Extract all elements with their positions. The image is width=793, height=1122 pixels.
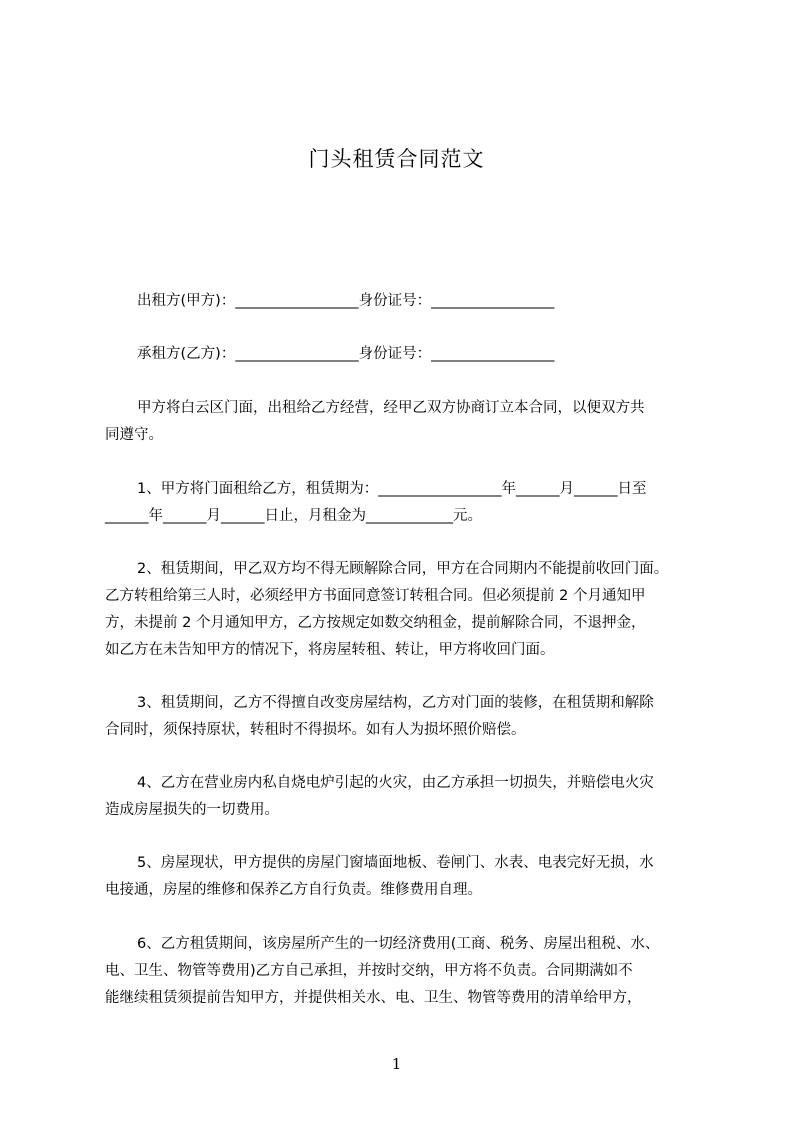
clause-5-line: 5、房屋现状，甲方提供的房屋门窗墙面地板、卷闸门、水表、电表完好无损，水 [137, 855, 654, 871]
clause-6-line: 能继续租赁须提前告知甲方，并提供相关水、电、卫生、物管等费用的清单给甲方， [105, 990, 642, 1006]
page-number: 1 [391, 1055, 402, 1073]
clause-2-line: 乙方转租给第三人时，必须经甲方书面同意签订转租合同。但必须提前 2 个月通知甲 [105, 588, 646, 604]
document-title: 门头租赁合同范文 [308, 147, 485, 171]
clause-1-line: 1、甲方将门面租给乙方，租赁期为：_________________年______月______日至 [137, 481, 647, 497]
clause-6-line: 6、乙方租赁期间，该房屋所产生的一切经济费用(工商、税务、房屋出租税、水、 [137, 936, 660, 952]
clause-4-line: 4、乙方在营业房内私自烧电炉引起的火灾，由乙方承担一切损失，并赔偿电火灾 [137, 775, 654, 791]
clause-5-line: 电接通，房屋的维修和保养乙方自行负责。维修费用自理。 [105, 882, 482, 898]
intro-line: 甲方将白云区门面，出租给乙方经营，经甲乙双方协商订立本合同，以便双方共 [137, 400, 645, 416]
clause-3-line: 合同时，须保持原状，转租时不得损坏。如有人为损坏照价赔偿。 [105, 722, 526, 738]
lessee-line: 承租方(乙方)：_________________身份证号：_________________ [137, 346, 555, 362]
clause-1-line: ______年______月______日止，月租金为____________元。 [105, 508, 482, 524]
intro-line: 同遵守。 [105, 427, 163, 443]
clause-6-line: 电、卫生、物管等费用)乙方自己承担，并按时交纳，甲方将不负责。合同期满如不 [105, 963, 633, 979]
clause-3-line: 3、租赁期间，乙方不得擅自改变房屋结构，乙方对门面的装修，在租赁期和解除 [137, 695, 654, 711]
clause-2-line: 方，未提前 2 个月通知甲方，乙方按规定如数交纳租金，提前解除合同，不退押金， [105, 615, 646, 631]
clause-2-line: 2、租赁期间，甲乙双方均不得无顾解除合同，甲方在合同期内不能提前收回门面。 [137, 561, 669, 577]
lessor-line: 出租方(甲方)：_________________身份证号：_________________ [137, 293, 555, 309]
clause-2-line: 如乙方在未告知甲方的情况下，将房屋转租、转让，甲方将收回门面。 [105, 642, 555, 658]
clause-4-line: 造成房屋损失的一切费用。 [105, 802, 279, 818]
